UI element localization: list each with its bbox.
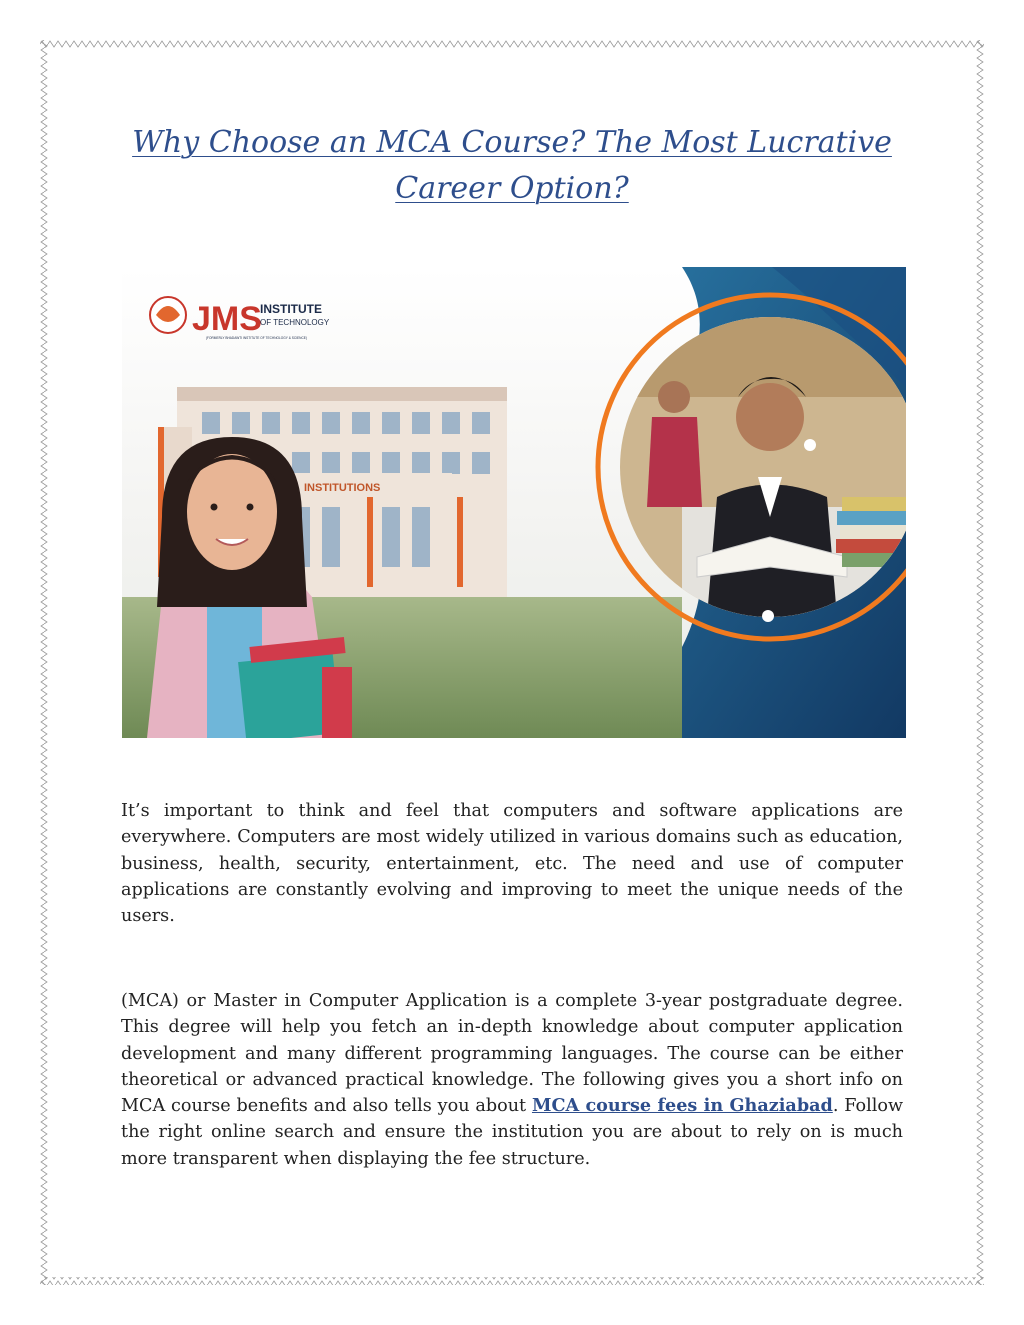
- title-line-1: Why Choose an MCA Course? The Most Lucrative: [132, 125, 892, 160]
- hero-image: [122, 267, 906, 738]
- page-title: [120, 120, 904, 212]
- logo-subtitle: (FORMERLY BHADAWTI INSTITUTE OF TECHNOLOGY & SCIENCE): [206, 336, 307, 340]
- building-sign: INSTITUTIONS: [304, 482, 381, 494]
- title-line-2: Career Option?: [395, 171, 629, 206]
- paragraph-mca-text: (MCA) or Master in Computer Application is a complete 3-year postgraduate degree. This degree will help you fetch an in-depth knowledge about computer application development and many different programming languages. The course can be either theoretical or advanced practical knowledge. The following gives you a short info on MCA course benefits and also tells you about: [121, 991, 903, 1117]
- paragraph-intro: It’s important to think and feel that computers and software applications are everywhere. Computers are most widely utilized in various domains such as education, business, health, security, entertainment, etc. The need and use of computer applications are constantly evolving and improving to meet the unique needs of the users.: [121, 801, 903, 927]
- logo-technology: OF TECHNOLOGY: [260, 318, 330, 327]
- logo-institute: INSTITUTE: [260, 302, 322, 316]
- mca-fees-link[interactable]: MCA course fees in Ghaziabad: [531, 1095, 833, 1117]
- paragraph-mca-text-end: . Follow the right online search and ensure the institution you are about to rely on is much more transparent when displaying the fee structure.: [121, 1096, 904, 1169]
- paragraph-mca: [121, 988, 903, 1172]
- logo-jms: JMS: [192, 300, 262, 338]
